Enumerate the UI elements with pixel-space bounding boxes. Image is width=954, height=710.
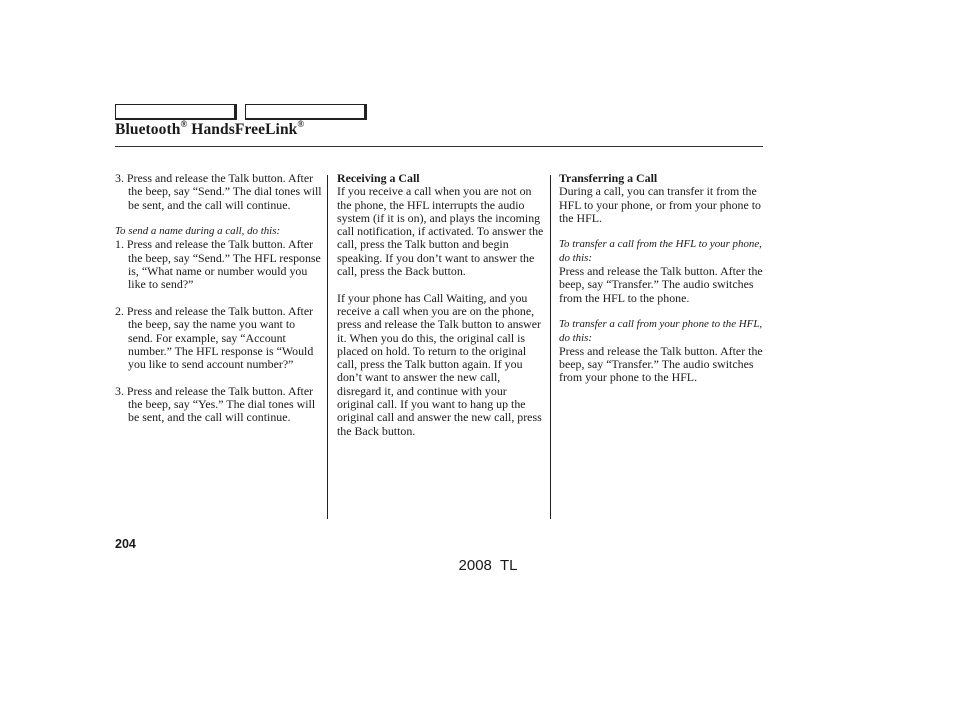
transfer-hfl-to-phone-paragraph: Press and release the Talk button. After the beep, say “Transfer.” The audio switches from the HFL to the phone. xyxy=(559,264,763,305)
step-2: 2. Press and release the Talk button. After the beep, say the name you want to send. For example, say “Account number.” The HFL response is “Would you like to send account number?” xyxy=(115,303,314,372)
page-number: 204 xyxy=(115,537,136,551)
registered-mark: ® xyxy=(180,118,188,129)
call-waiting-paragraph: If your phone has Call Waiting, and you receive a call when you are on the phone, press and release the Talk button to answer it. When you do this, the original call is placed on hold. To return to the original call, press the Talk button again. If you don’t want to answer the new call, disregard it, and continue with your original call. If you want to hang up the original call and answer the new call, press the Back button. xyxy=(337,290,542,438)
section-title xyxy=(115,120,304,140)
column-right xyxy=(559,172,765,385)
column-divider xyxy=(327,175,328,519)
nav-prev-button[interactable] xyxy=(115,104,237,120)
heading-receiving-call: Receiving a Call xyxy=(337,171,420,185)
heading-transferring-call: Transferring a Call xyxy=(559,171,658,185)
transfer-phone-to-hfl-paragraph: Press and release the Talk button. After the beep, say “Transfer.” The audio switches from your phone to the HFL. xyxy=(559,343,763,385)
step-3-send-dial-tones: 3. Press and release the Talk button. After the beep, say “Send.” The dial tones will be sent, and the call will continue. xyxy=(115,171,322,212)
column-left xyxy=(115,172,322,425)
instruction-send-name: To send a name during a call, do this: xyxy=(115,225,281,238)
receiving-call-paragraph: If you receive a call when you are not on the phone, the HFL interrupts the audio system (if it is on), and plays the incoming call notification, if activated. To answer the call, press the Talk button and begin speaking. If you don’t want to answer the call, press the Back button. xyxy=(337,184,544,279)
nav-next-button[interactable] xyxy=(245,104,367,120)
instruction-hfl-to-phone: To transfer a call from the HFL to your phone, do this: xyxy=(559,238,762,264)
column-middle xyxy=(337,172,545,438)
step-3: 3. Press and release the Talk button. After the beep, say “Yes.” The dial tones will be sent, and the call will continue. xyxy=(115,383,316,425)
title-bluetooth: Bluetooth xyxy=(115,121,181,138)
column-divider xyxy=(550,175,551,519)
header-divider xyxy=(115,146,763,147)
transfer-intro-paragraph: During a call, you can transfer it from the HFL to your phone, or from your phone to the HFL. xyxy=(559,184,762,225)
title-handsfreelink: HandsFreeLink xyxy=(187,121,298,138)
instruction-phone-to-hfl: To transfer a call from your phone to the HFL, do this: xyxy=(559,318,763,344)
step-1: 1. Press and release the Talk button. After the beep, say “Send.” The HFL response is, “What name or number would you like to send?” xyxy=(115,237,321,292)
registered-mark: ® xyxy=(297,118,305,129)
footer-model: 2008 TL xyxy=(458,557,518,574)
